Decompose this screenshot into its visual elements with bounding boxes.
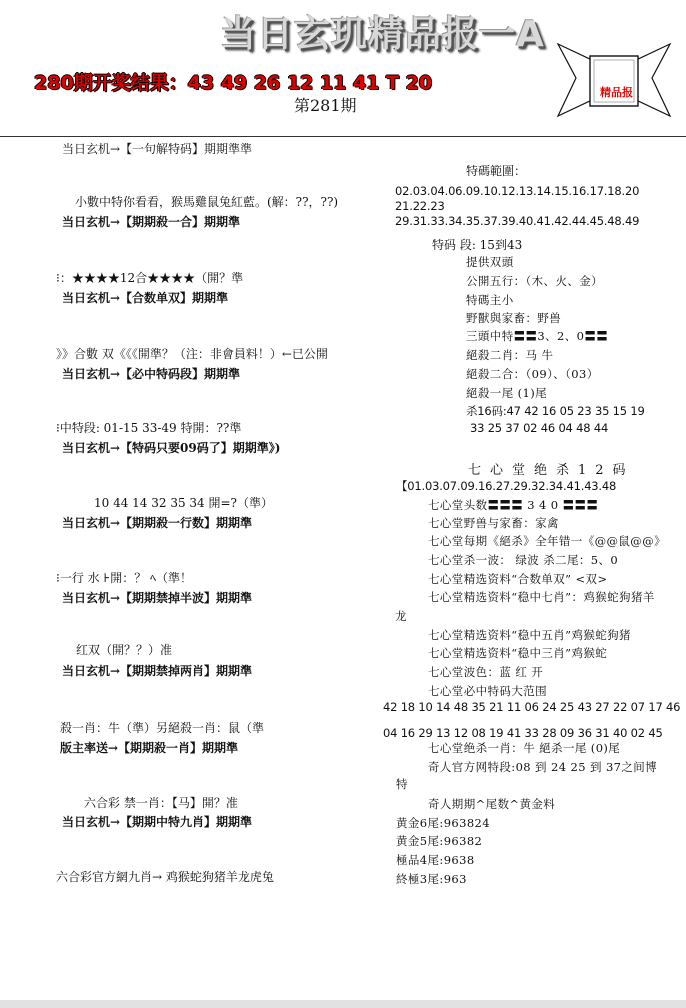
- tail-item: 七心堂绝杀一肖：牛 絕杀一尾 (0)尾: [428, 741, 621, 755]
- left-line-6: 》》合數 双《《《開準？（注：非會員料！）←已公開: [56, 347, 328, 361]
- left-line-15: 当日玄机→【期期禁掉两肖】期期準: [62, 664, 253, 678]
- left-line-2: 小數中特你看看，猴馬雞鼠兔紅藍。(解：??，??): [75, 195, 339, 209]
- qxt-item: 七心堂精选资料“稳中七肖”：鸡猴蛇狗猪羊: [428, 590, 655, 604]
- qxt-item: 七心堂精选资料“稳中五肖”鸡猴蛇狗猪: [428, 628, 631, 642]
- right-item: 絕殺二肖：马 牛: [466, 348, 554, 362]
- qxt-item: 七心堂必中特码大范围: [428, 684, 547, 698]
- header-divider: [0, 136, 686, 137]
- range-row: 29.31.33.34.35.37.39.40.41.42.44.45.48.49: [395, 214, 640, 228]
- left-line-9: 当日玄机→【特码只要09码了】期期準》): [62, 441, 281, 455]
- qxt-title: 七心堂绝杀12码: [468, 463, 635, 478]
- right-item: 絕殺一尾 (1)尾: [466, 386, 548, 400]
- qxt-item: 七心堂波色：蓝 红 开: [428, 665, 544, 679]
- left-line-4: ⁝：★★★★12合★★★★（開？準: [56, 271, 244, 285]
- left-line-20: 六合彩官方網九肖→ 鸡猴蛇狗猪羊龙虎兔: [56, 870, 274, 884]
- right-item: 三頭中特〓〓3、2、0〓〓: [466, 329, 609, 343]
- qxt-item: 七心堂头数〓〓〓 3 4 0 〓〓〓: [428, 498, 599, 512]
- qxt-numbers: 【01.03.07.09.16.27.29.32.34.41.43.48: [396, 479, 617, 493]
- right-item: 33 25 37 02 46 04 48 44: [470, 421, 609, 435]
- tail-item: 黄金6尾:963824: [396, 816, 490, 830]
- left-line-17: 版主率送→【期期殺一肖】期期準: [60, 741, 239, 755]
- tail-item: 特: [396, 777, 408, 791]
- bottom-edge: [0, 1000, 686, 1008]
- right-item: 杀16码:47 42 16 05 23 35 15 19: [466, 404, 645, 418]
- tail-item: 奇人期期^尾数^黄金料: [428, 797, 556, 811]
- qxt-item: 龙: [395, 609, 407, 623]
- big-range-row: 42 18 10 14 48 35 21 11 06 24 25 43 27 22 07 17 46: [383, 700, 681, 714]
- tail-item: 極品4尾:9638: [396, 853, 475, 867]
- range-title: 特碼範圍：: [466, 164, 527, 178]
- issue-number: 第281期: [294, 96, 357, 115]
- range-row: 02.03.04.06.09.10.12.13.14.15.16.17.18.20: [395, 184, 640, 198]
- tail-item: 黄金5尾:96382: [396, 834, 483, 848]
- left-line-14: 红双（開？？）准: [76, 643, 173, 657]
- left-line-5: 当日玄机→【合数单双】期期準: [62, 291, 229, 305]
- left-line-16: 殺一肖：牛（準）另絕殺一肖：鼠（準: [60, 721, 265, 735]
- left-line-13: 当日玄机→【期期禁掉半波】期期準: [62, 591, 253, 605]
- left-line-11: 当日玄机→【期期殺一行数】期期準: [62, 516, 253, 530]
- left-line-10: 10 44 14 32 35 34 開=?（準）: [94, 496, 273, 510]
- right-item: 特碼主小: [466, 293, 514, 307]
- big-range-row: 04 16 29 13 12 08 19 41 33 28 09 36 31 40 02 45: [383, 726, 663, 740]
- qxt-item: 七心堂杀一波： 绿波 杀二尾：5、0: [428, 553, 619, 567]
- qxt-item: 七心堂精选资料“稳中三肖”鸡猴蛇: [428, 646, 608, 660]
- page-title: 当日玄玑精品报一A: [220, 14, 545, 55]
- left-line-1: 当日玄机→【一句解特码】期期準準: [62, 142, 253, 156]
- left-line-12: ⁝一行 水 ⊦開：？ ﾍ（準！: [56, 571, 193, 585]
- tail-item: 奇人官方网特段:08 到 24 25 到 37之间博: [428, 760, 658, 774]
- qxt-item: 七心堂精选资料“合数单双” <双>: [428, 572, 608, 586]
- range-row: 21.22.23: [395, 199, 445, 213]
- draw-result: 280期开奖结果：43 49 26 12 11 41 T 20: [34, 72, 433, 94]
- right-item: 公開五行：（木、火、金）: [466, 274, 604, 288]
- left-line-8: ⁝中特段: 01-15 33-49 特開：??準: [56, 421, 242, 435]
- left-line-3: 当日玄机→【期期殺一合】期期準: [62, 215, 241, 229]
- left-line-19: 当日玄机→【期期中特九肖】期期準: [62, 815, 253, 829]
- newspaper-logo: [556, 38, 672, 122]
- qxt-item: 七心堂野兽与家畜：家禽: [428, 516, 559, 530]
- left-line-7: 当日玄机→【必中特码段】期期準: [62, 367, 241, 381]
- right-item: 提供双頭: [466, 255, 514, 269]
- right-item: 特码 段: 15到43: [432, 238, 523, 252]
- logo-label: 精品报: [600, 86, 633, 99]
- qxt-item: 七心堂每期《絕杀》全年错一《@@鼠@@》: [428, 534, 666, 548]
- right-item: 野獸與家畜：野兽: [466, 311, 562, 325]
- right-item: 絕殺二合：（09）、（03）: [466, 367, 599, 381]
- left-line-18: 六合彩 禁一肖：【马】開？准: [84, 796, 238, 810]
- tail-item: 終極3尾:963: [396, 872, 467, 886]
